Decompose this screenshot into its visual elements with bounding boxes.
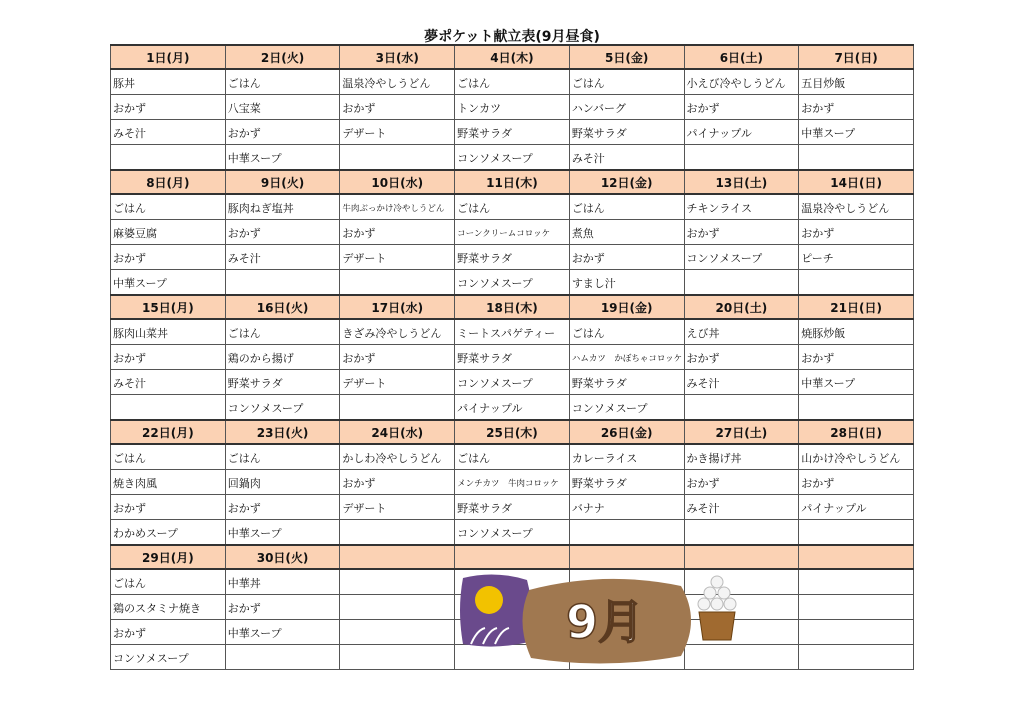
menu-cell: おかず bbox=[799, 470, 914, 495]
day-header-cell: 12日(金) bbox=[569, 170, 684, 194]
menu-cell: トンカツ bbox=[455, 95, 570, 120]
menu-cell: デザート bbox=[340, 245, 455, 270]
day-header-cell: 10日(水) bbox=[340, 170, 455, 194]
menu-cell: おかず bbox=[111, 495, 226, 520]
menu-cell: コンソメスープ bbox=[455, 370, 570, 395]
full-moon-icon bbox=[460, 574, 532, 646]
day-header-cell bbox=[684, 545, 799, 569]
menu-cell: ごはん bbox=[569, 194, 684, 220]
menu-row bbox=[111, 444, 914, 470]
menu-cell: 五目炒飯 bbox=[799, 69, 914, 95]
day-header-cell: 5日(金) bbox=[569, 45, 684, 69]
menu-cell: おかず bbox=[340, 345, 455, 370]
menu-cell: 中華スープ bbox=[225, 620, 340, 645]
menu-cell bbox=[340, 395, 455, 421]
menu-cell: みそ汁 bbox=[569, 145, 684, 171]
month-label: 9月 bbox=[565, 595, 645, 649]
day-header-cell: 30日(火) bbox=[225, 545, 340, 569]
menu-cell: バナナ bbox=[569, 495, 684, 520]
menu-cell: 野菜サラダ bbox=[455, 345, 570, 370]
day-header-cell: 11日(木) bbox=[455, 170, 570, 194]
menu-row bbox=[111, 520, 914, 546]
day-header-cell: 24日(水) bbox=[340, 420, 455, 444]
menu-cell: ごはん bbox=[455, 69, 570, 95]
menu-cell: 煮魚 bbox=[569, 220, 684, 245]
menu-cell bbox=[340, 270, 455, 296]
menu-cell: おかず bbox=[225, 595, 340, 620]
week-header-row bbox=[111, 295, 914, 319]
menu-cell: ごはん bbox=[111, 569, 226, 595]
menu-cell bbox=[799, 569, 914, 595]
menu-cell: おかず bbox=[111, 345, 226, 370]
tsukimi-dango-icon bbox=[698, 576, 736, 640]
day-header-cell: 15日(月) bbox=[111, 295, 226, 319]
menu-cell: 豚肉ねぎ塩丼 bbox=[225, 194, 340, 220]
menu-row bbox=[111, 69, 914, 95]
menu-cell: 豚肉山菜丼 bbox=[111, 319, 226, 345]
menu-cell: おかず bbox=[684, 95, 799, 120]
menu-cell: パイナップル bbox=[455, 395, 570, 421]
menu-cell bbox=[340, 145, 455, 171]
menu-cell: みそ汁 bbox=[111, 370, 226, 395]
day-header-cell: 25日(木) bbox=[455, 420, 570, 444]
menu-row bbox=[111, 220, 914, 245]
menu-cell: 焼豚炒飯 bbox=[799, 319, 914, 345]
menu-cell: ごはん bbox=[225, 444, 340, 470]
menu-cell: コンソメスープ bbox=[111, 645, 226, 670]
menu-cell: 温泉冷やしうどん bbox=[340, 69, 455, 95]
menu-cell: パイナップル bbox=[799, 495, 914, 520]
menu-cell: おかず bbox=[684, 470, 799, 495]
menu-cell: みそ汁 bbox=[225, 245, 340, 270]
menu-cell: おかず bbox=[225, 220, 340, 245]
day-header-cell: 21日(日) bbox=[799, 295, 914, 319]
week-header-row bbox=[111, 45, 914, 69]
menu-cell bbox=[684, 270, 799, 296]
menu-cell bbox=[799, 395, 914, 421]
menu-cell: ごはん bbox=[455, 444, 570, 470]
menu-cell bbox=[569, 520, 684, 546]
menu-cell: おかず bbox=[799, 220, 914, 245]
menu-cell bbox=[799, 645, 914, 670]
day-header-cell bbox=[799, 545, 914, 569]
menu-cell: ミートスパゲティー bbox=[455, 319, 570, 345]
menu-cell: ごはん bbox=[455, 194, 570, 220]
menu-cell bbox=[799, 145, 914, 171]
day-header-cell: 4日(木) bbox=[455, 45, 570, 69]
menu-cell bbox=[111, 395, 226, 421]
menu-cell bbox=[111, 145, 226, 171]
menu-cell: えび丼 bbox=[684, 319, 799, 345]
menu-cell: チキンライス bbox=[684, 194, 799, 220]
day-header-cell: 2日(火) bbox=[225, 45, 340, 69]
menu-cell: コンソメスープ bbox=[455, 145, 570, 171]
day-header-cell: 13日(土) bbox=[684, 170, 799, 194]
menu-row bbox=[111, 470, 914, 495]
menu-row bbox=[111, 319, 914, 345]
week-header-row bbox=[111, 170, 914, 194]
menu-cell: 野菜サラダ bbox=[569, 120, 684, 145]
menu-cell: 野菜サラダ bbox=[569, 370, 684, 395]
menu-cell bbox=[225, 645, 340, 670]
menu-cell: わかめスープ bbox=[111, 520, 226, 546]
menu-cell: デザート bbox=[340, 120, 455, 145]
menu-row bbox=[111, 345, 914, 370]
menu-cell bbox=[799, 270, 914, 296]
menu-cell bbox=[684, 520, 799, 546]
day-header-cell: 8日(月) bbox=[111, 170, 226, 194]
menu-cell: 中華スープ bbox=[225, 520, 340, 546]
menu-cell: 野菜サラダ bbox=[225, 370, 340, 395]
menu-cell bbox=[340, 520, 455, 546]
day-header-cell: 22日(月) bbox=[111, 420, 226, 444]
day-header-cell: 18日(木) bbox=[455, 295, 570, 319]
menu-cell: おかず bbox=[225, 120, 340, 145]
menu-cell bbox=[799, 595, 914, 620]
menu-cell: コンソメスープ bbox=[569, 395, 684, 421]
menu-cell: ごはん bbox=[569, 69, 684, 95]
menu-cell: おかず bbox=[111, 620, 226, 645]
menu-cell: 麻婆豆腐 bbox=[111, 220, 226, 245]
menu-cell bbox=[340, 595, 455, 620]
menu-cell: 中華丼 bbox=[225, 569, 340, 595]
menu-cell: おかず bbox=[340, 95, 455, 120]
menu-cell: パイナップル bbox=[684, 120, 799, 145]
menu-cell: おかず bbox=[340, 470, 455, 495]
day-header-cell: 19日(金) bbox=[569, 295, 684, 319]
menu-cell: 野菜サラダ bbox=[569, 470, 684, 495]
menu-cell: デザート bbox=[340, 370, 455, 395]
menu-cell: みそ汁 bbox=[684, 370, 799, 395]
menu-cell: みそ汁 bbox=[684, 495, 799, 520]
menu-cell: おかず bbox=[684, 345, 799, 370]
menu-cell: おかず bbox=[569, 245, 684, 270]
menu-cell: 小えび冷やしうどん bbox=[684, 69, 799, 95]
menu-row bbox=[111, 194, 914, 220]
menu-cell: 中華スープ bbox=[111, 270, 226, 296]
day-header-cell: 17日(水) bbox=[340, 295, 455, 319]
menu-cell: かしわ冷やしうどん bbox=[340, 444, 455, 470]
menu-cell: ごはん bbox=[225, 69, 340, 95]
menu-cell bbox=[340, 645, 455, 670]
menu-cell: 豚丼 bbox=[111, 69, 226, 95]
menu-cell: かき揚げ丼 bbox=[684, 444, 799, 470]
menu-row bbox=[111, 395, 914, 421]
day-header-cell: 1日(月) bbox=[111, 45, 226, 69]
menu-row bbox=[111, 145, 914, 171]
page-title: 夢ポケット献立表(9月昼食) bbox=[424, 29, 600, 45]
menu-cell: コンソメスープ bbox=[455, 270, 570, 296]
menu-cell: 鶏のから揚げ bbox=[225, 345, 340, 370]
week-header-row bbox=[111, 420, 914, 444]
menu-cell: 牛肉ぶっかけ冷やしうどん bbox=[340, 194, 455, 220]
menu-cell: 野菜サラダ bbox=[455, 495, 570, 520]
menu-cell: きざみ冷やしうどん bbox=[340, 319, 455, 345]
menu-row bbox=[111, 370, 914, 395]
menu-cell bbox=[799, 520, 914, 546]
day-header-cell: 20日(土) bbox=[684, 295, 799, 319]
week-header-row bbox=[111, 545, 914, 569]
menu-cell: おかず bbox=[799, 345, 914, 370]
menu-cell: コーンクリームコロッケ bbox=[455, 220, 570, 245]
menu-cell: 中華スープ bbox=[225, 145, 340, 171]
day-header-cell: 27日(土) bbox=[684, 420, 799, 444]
menu-cell bbox=[799, 620, 914, 645]
day-header-cell bbox=[569, 545, 684, 569]
day-header-cell bbox=[455, 545, 570, 569]
day-header-cell: 9日(火) bbox=[225, 170, 340, 194]
menu-cell: 野菜サラダ bbox=[455, 245, 570, 270]
menu-cell: 回鍋肉 bbox=[225, 470, 340, 495]
menu-row bbox=[111, 495, 914, 520]
menu-cell: すまし汁 bbox=[569, 270, 684, 296]
menu-cell bbox=[225, 270, 340, 296]
menu-cell: おかず bbox=[799, 95, 914, 120]
menu-cell: 中華スープ bbox=[799, 370, 914, 395]
menu-cell: ハンバーグ bbox=[569, 95, 684, 120]
day-header-cell: 26日(金) bbox=[569, 420, 684, 444]
menu-cell: みそ汁 bbox=[111, 120, 226, 145]
menu-cell: 八宝菜 bbox=[225, 95, 340, 120]
menu-cell: おかず bbox=[111, 245, 226, 270]
menu-cell: おかず bbox=[340, 220, 455, 245]
menu-cell: カレーライス bbox=[569, 444, 684, 470]
menu-cell: 鶏のスタミナ焼き bbox=[111, 595, 226, 620]
menu-cell bbox=[340, 569, 455, 595]
menu-cell: ごはん bbox=[225, 319, 340, 345]
menu-row bbox=[111, 245, 914, 270]
menu-cell: 温泉冷やしうどん bbox=[799, 194, 914, 220]
menu-row bbox=[111, 95, 914, 120]
day-header-cell bbox=[340, 545, 455, 569]
menu-cell: おかず bbox=[684, 220, 799, 245]
moon-viewing-illustration bbox=[455, 570, 755, 670]
menu-cell: デザート bbox=[340, 495, 455, 520]
day-header-cell: 6日(土) bbox=[684, 45, 799, 69]
menu-cell bbox=[684, 395, 799, 421]
menu-cell: メンチカツ 牛肉コロッケ bbox=[455, 470, 570, 495]
month-plaque bbox=[522, 579, 691, 664]
day-header-cell: 16日(火) bbox=[225, 295, 340, 319]
menu-cell: ハムカツ かぼちゃコロッケ bbox=[569, 345, 684, 370]
menu-row bbox=[111, 270, 914, 296]
menu-cell: 中華スープ bbox=[799, 120, 914, 145]
menu-cell: ごはん bbox=[111, 444, 226, 470]
menu-cell: コンソメスープ bbox=[684, 245, 799, 270]
menu-cell: 焼き肉風 bbox=[111, 470, 226, 495]
menu-cell: 山かけ冷やしうどん bbox=[799, 444, 914, 470]
day-header-cell: 23日(火) bbox=[225, 420, 340, 444]
menu-cell: おかず bbox=[111, 95, 226, 120]
menu-cell: おかず bbox=[225, 495, 340, 520]
day-header-cell: 3日(水) bbox=[340, 45, 455, 69]
menu-row bbox=[111, 120, 914, 145]
menu-cell: ピーチ bbox=[799, 245, 914, 270]
menu-cell: 野菜サラダ bbox=[455, 120, 570, 145]
day-header-cell: 28日(日) bbox=[799, 420, 914, 444]
day-header-cell: 29日(月) bbox=[111, 545, 226, 569]
menu-cell: ごはん bbox=[569, 319, 684, 345]
menu-cell: ごはん bbox=[111, 194, 226, 220]
menu-cell bbox=[684, 145, 799, 171]
day-header-cell: 7日(日) bbox=[799, 45, 914, 69]
menu-cell: コンソメスープ bbox=[455, 520, 570, 546]
menu-cell bbox=[340, 620, 455, 645]
day-header-cell: 14日(日) bbox=[799, 170, 914, 194]
menu-cell: コンソメスープ bbox=[225, 395, 340, 421]
